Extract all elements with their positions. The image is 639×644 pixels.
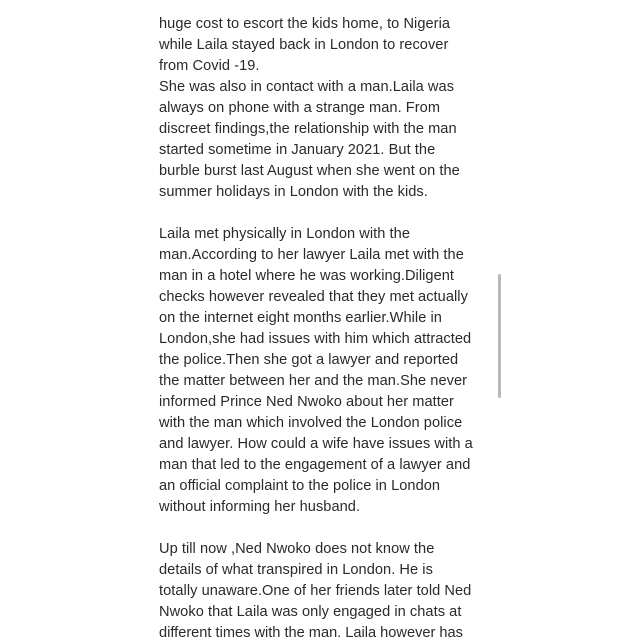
text-line: man.According to her lawyer Laila met with the bbox=[159, 247, 464, 263]
text-line-cut-off: different times with the man. Laila however has bbox=[159, 625, 463, 641]
vertical-scrollbar[interactable] bbox=[498, 274, 501, 398]
text-line: Nwoko that Laila was only engaged in chats at bbox=[159, 604, 462, 620]
text-line: London,she had issues with him which attracted bbox=[159, 331, 472, 347]
text-line: burble burst last August when she went on the bbox=[159, 163, 460, 179]
text-line: from Covid -19. bbox=[159, 58, 260, 74]
text-line: discreet findings,the relationship with the man bbox=[159, 121, 457, 137]
text-line: with the man which involved the London police bbox=[159, 415, 463, 431]
text-line: Up till now ,Ned Nwoko does not know the bbox=[159, 541, 435, 557]
text-line: an official complaint to the police in London bbox=[159, 478, 441, 494]
text-line: the police.Then she got a lawyer and reported bbox=[159, 352, 459, 368]
text-line: while Laila stayed back in London to recover bbox=[159, 37, 449, 53]
text-line: the matter between her and the man.She never bbox=[159, 373, 468, 389]
text-line: summer holidays in London with the kids. bbox=[159, 184, 428, 200]
text-line: huge cost to escort the kids home, to Nigeria bbox=[159, 16, 451, 32]
text-line: on the internet eight months earlier.While in bbox=[159, 310, 442, 326]
text-line: started sometime in January 2021. But the bbox=[159, 142, 436, 158]
text-line: She was also in contact with a man.Laila was bbox=[159, 79, 455, 95]
text-line: man in a hotel where he was working.Diligent bbox=[159, 268, 455, 284]
text-line: informed Prince Ned Nwoko about her matter bbox=[159, 394, 454, 410]
text-line: totally unaware.One of her friends later told Ned bbox=[159, 583, 472, 599]
text-line: checks however revealed that they met actually bbox=[159, 289, 468, 305]
text-line: details of what transpired in London. He is bbox=[159, 562, 433, 578]
text-line: man that led to the engagement of a lawyer and bbox=[159, 457, 471, 473]
paragraph-3 bbox=[159, 539, 489, 644]
text-line: Laila met physically in London with the bbox=[159, 226, 410, 242]
paragraph-1 bbox=[159, 14, 489, 203]
text-line: always on phone with a strange man. From bbox=[159, 100, 441, 116]
article-body bbox=[159, 14, 489, 644]
text-line: without informing her husband. bbox=[159, 499, 361, 515]
paragraph-gap bbox=[159, 518, 489, 539]
paragraph-2 bbox=[159, 224, 489, 518]
paragraph-gap bbox=[159, 203, 489, 224]
text-line: and lawyer. How could a wife have issues with a bbox=[159, 436, 473, 452]
